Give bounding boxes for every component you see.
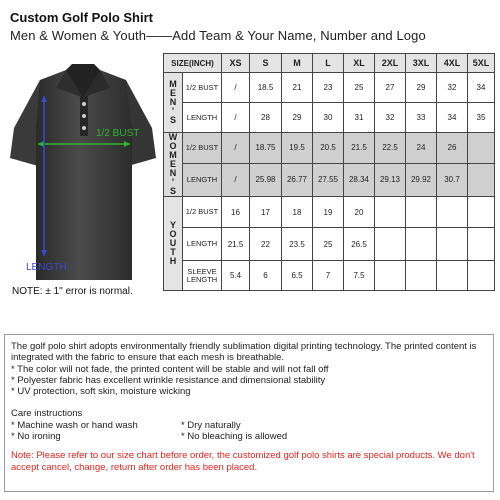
size-value-cell: 21.5 [344,133,375,164]
size-value-cell [437,197,468,228]
group-letter: M [169,79,177,89]
size-chart-row [164,103,495,133]
size-value-cell: 5.4 [222,261,250,291]
size-value-cell: 29 [406,73,437,103]
size-chart-row [164,228,495,261]
size-value-cell: 35 [468,103,495,133]
size-value-cell: 34 [468,73,495,103]
size-value-cell: 23 [313,73,344,103]
size-value-cell [468,163,495,196]
size-value-cell: 25 [313,228,344,261]
group-letter: T [170,247,176,257]
product-title: Custom Golf Polo Shirt [10,10,153,25]
size-value-cell [468,197,495,228]
order-notice: Note: Please refer to our size chart before order, the customized golf polo shirts are special products. We don't accept cancel, change, return after order has been placed. [11,450,475,473]
care-instructions [11,420,487,443]
size-value-cell: / [222,73,250,103]
size-value-cell: 17 [250,197,282,228]
size-value-cell: 32 [375,103,406,133]
size-value-cell: 28 [250,103,282,133]
group-letter: E [169,88,176,98]
size-value-cell: 19 [313,197,344,228]
size-value-cell: 27 [375,73,406,103]
size-group-label [164,73,183,133]
feature-bullet: * Polyester fabric has excellent wrinkle resistance and dimensional stability [11,374,326,386]
size-header-xl: XL [344,54,375,73]
size-value-cell: 28.34 [344,163,375,196]
size-header-m: M [282,54,313,73]
size-value-cell: 25.98 [250,163,282,196]
group-letter: U [169,238,177,248]
size-value-cell: 32 [437,73,468,103]
size-value-cell [406,261,437,291]
size-value-cell: 16 [222,197,250,228]
group-letter: E [169,159,176,169]
size-value-cell: 24 [406,133,437,164]
size-value-cell: 26.77 [282,163,313,196]
size-value-cell: 33 [406,103,437,133]
size-value-cell: 20 [344,197,375,228]
measurement-label: SLEEVE LENGTH [183,261,222,291]
feature-bullet: * UV protection, soft skin, moisture wicking [11,386,191,398]
size-value-cell: 29.92 [406,163,437,196]
size-group-label [164,133,183,197]
size-value-cell [437,261,468,291]
group-letter: S [169,186,176,196]
group-letter: O [169,229,177,239]
size-value-cell: 29.13 [375,163,406,196]
size-value-cell: / [222,103,250,133]
size-chart-row [164,133,495,164]
feature-bullet: * The color will not fade, the printed content will be stable and will not fall off [11,363,329,375]
size-value-cell [468,261,495,291]
group-letter: M [169,150,177,160]
size-value-cell [437,228,468,261]
care-item: * Machine wash or hand wash [11,419,138,431]
size-value-cell: / [222,163,250,196]
group-letter: N [169,168,177,178]
size-value-cell [375,197,406,228]
size-value-cell: 20.5 [313,133,344,164]
size-chart-table [163,53,495,291]
size-value-cell [375,261,406,291]
tolerance-note: NOTE: ± 1" error is normal. [12,286,133,297]
size-value-cell: 21 [282,73,313,103]
measurement-label: LENGTH [183,103,222,133]
care-item: * Dry naturally [181,419,241,431]
size-chart-header-row [164,54,495,73]
description-paragraph: The golf polo shirt adopts environmentally friendly sublimation digital printing technology. The printed content is integrated with the fabric to ensure that each mesh is breathable. [11,341,477,364]
size-value-cell: 6 [250,261,282,291]
size-value-cell: 7 [313,261,344,291]
size-value-cell: 18.5 [250,73,282,103]
group-letter: ' [171,177,175,187]
polo-shirt-illustration [8,58,158,284]
size-value-cell: 27.55 [313,163,344,196]
size-header-label: SIZE(INCH) [164,54,222,73]
size-header-5xl: 5XL [468,54,495,73]
size-header-l: L [313,54,344,73]
size-value-cell [406,228,437,261]
measurement-label: 1/2 BUST [183,133,222,164]
group-letter: H [169,256,177,266]
bust-label: 1/2 BUST [96,128,140,139]
group-letter: Y [169,220,176,230]
size-value-cell: 26 [437,133,468,164]
measurement-label: LENGTH [183,228,222,261]
size-value-cell: 18.75 [250,133,282,164]
size-value-cell [406,197,437,228]
size-value-cell [468,133,495,164]
size-header-3xl: 3XL [406,54,437,73]
size-value-cell: 21.5 [222,228,250,261]
product-description [4,334,494,492]
size-value-cell: 18 [282,197,313,228]
size-value-cell: 26.5 [344,228,375,261]
group-letter: N [169,97,177,107]
size-value-cell: 22 [250,228,282,261]
size-value-cell: 7.5 [344,261,375,291]
product-subtitle: Men & Women & Youth——Add Team & Your Name, Number and Logo [10,28,426,43]
size-value-cell: 23.5 [282,228,313,261]
measurement-label: 1/2 BUST [183,73,222,103]
size-value-cell: 29 [282,103,313,133]
group-letter: O [169,141,177,151]
size-value-cell: 22.5 [375,133,406,164]
care-item: * No ironing [11,431,61,443]
size-chart-row [164,197,495,228]
size-chart-row [164,73,495,103]
size-header-s: S [250,54,282,73]
size-value-cell: 25 [344,73,375,103]
polo-shirt-icon [8,58,158,284]
group-letter: W [168,132,178,142]
group-letter: ' [171,106,175,116]
size-chart-row [164,261,495,291]
size-value-cell: 31 [344,103,375,133]
measurement-label: LENGTH [183,163,222,196]
size-header-2xl: 2XL [375,54,406,73]
length-label: LENGTH [26,262,67,273]
measurement-label: 1/2 BUST [183,197,222,228]
size-value-cell: / [222,133,250,164]
size-value-cell: 34 [437,103,468,133]
group-letter: S [169,115,176,125]
size-value-cell [468,228,495,261]
size-value-cell: 19.5 [282,133,313,164]
size-header-xs: XS [222,54,250,73]
size-group-label [164,197,183,291]
size-chart-row [164,163,495,196]
care-title: Care instructions [11,408,83,420]
size-value-cell: 6.5 [282,261,313,291]
care-item: * No bleaching is allowed [181,431,288,443]
size-value-cell [375,228,406,261]
size-header-4xl: 4XL [437,54,468,73]
size-value-cell: 30 [313,103,344,133]
size-value-cell: 30.7 [437,163,468,196]
